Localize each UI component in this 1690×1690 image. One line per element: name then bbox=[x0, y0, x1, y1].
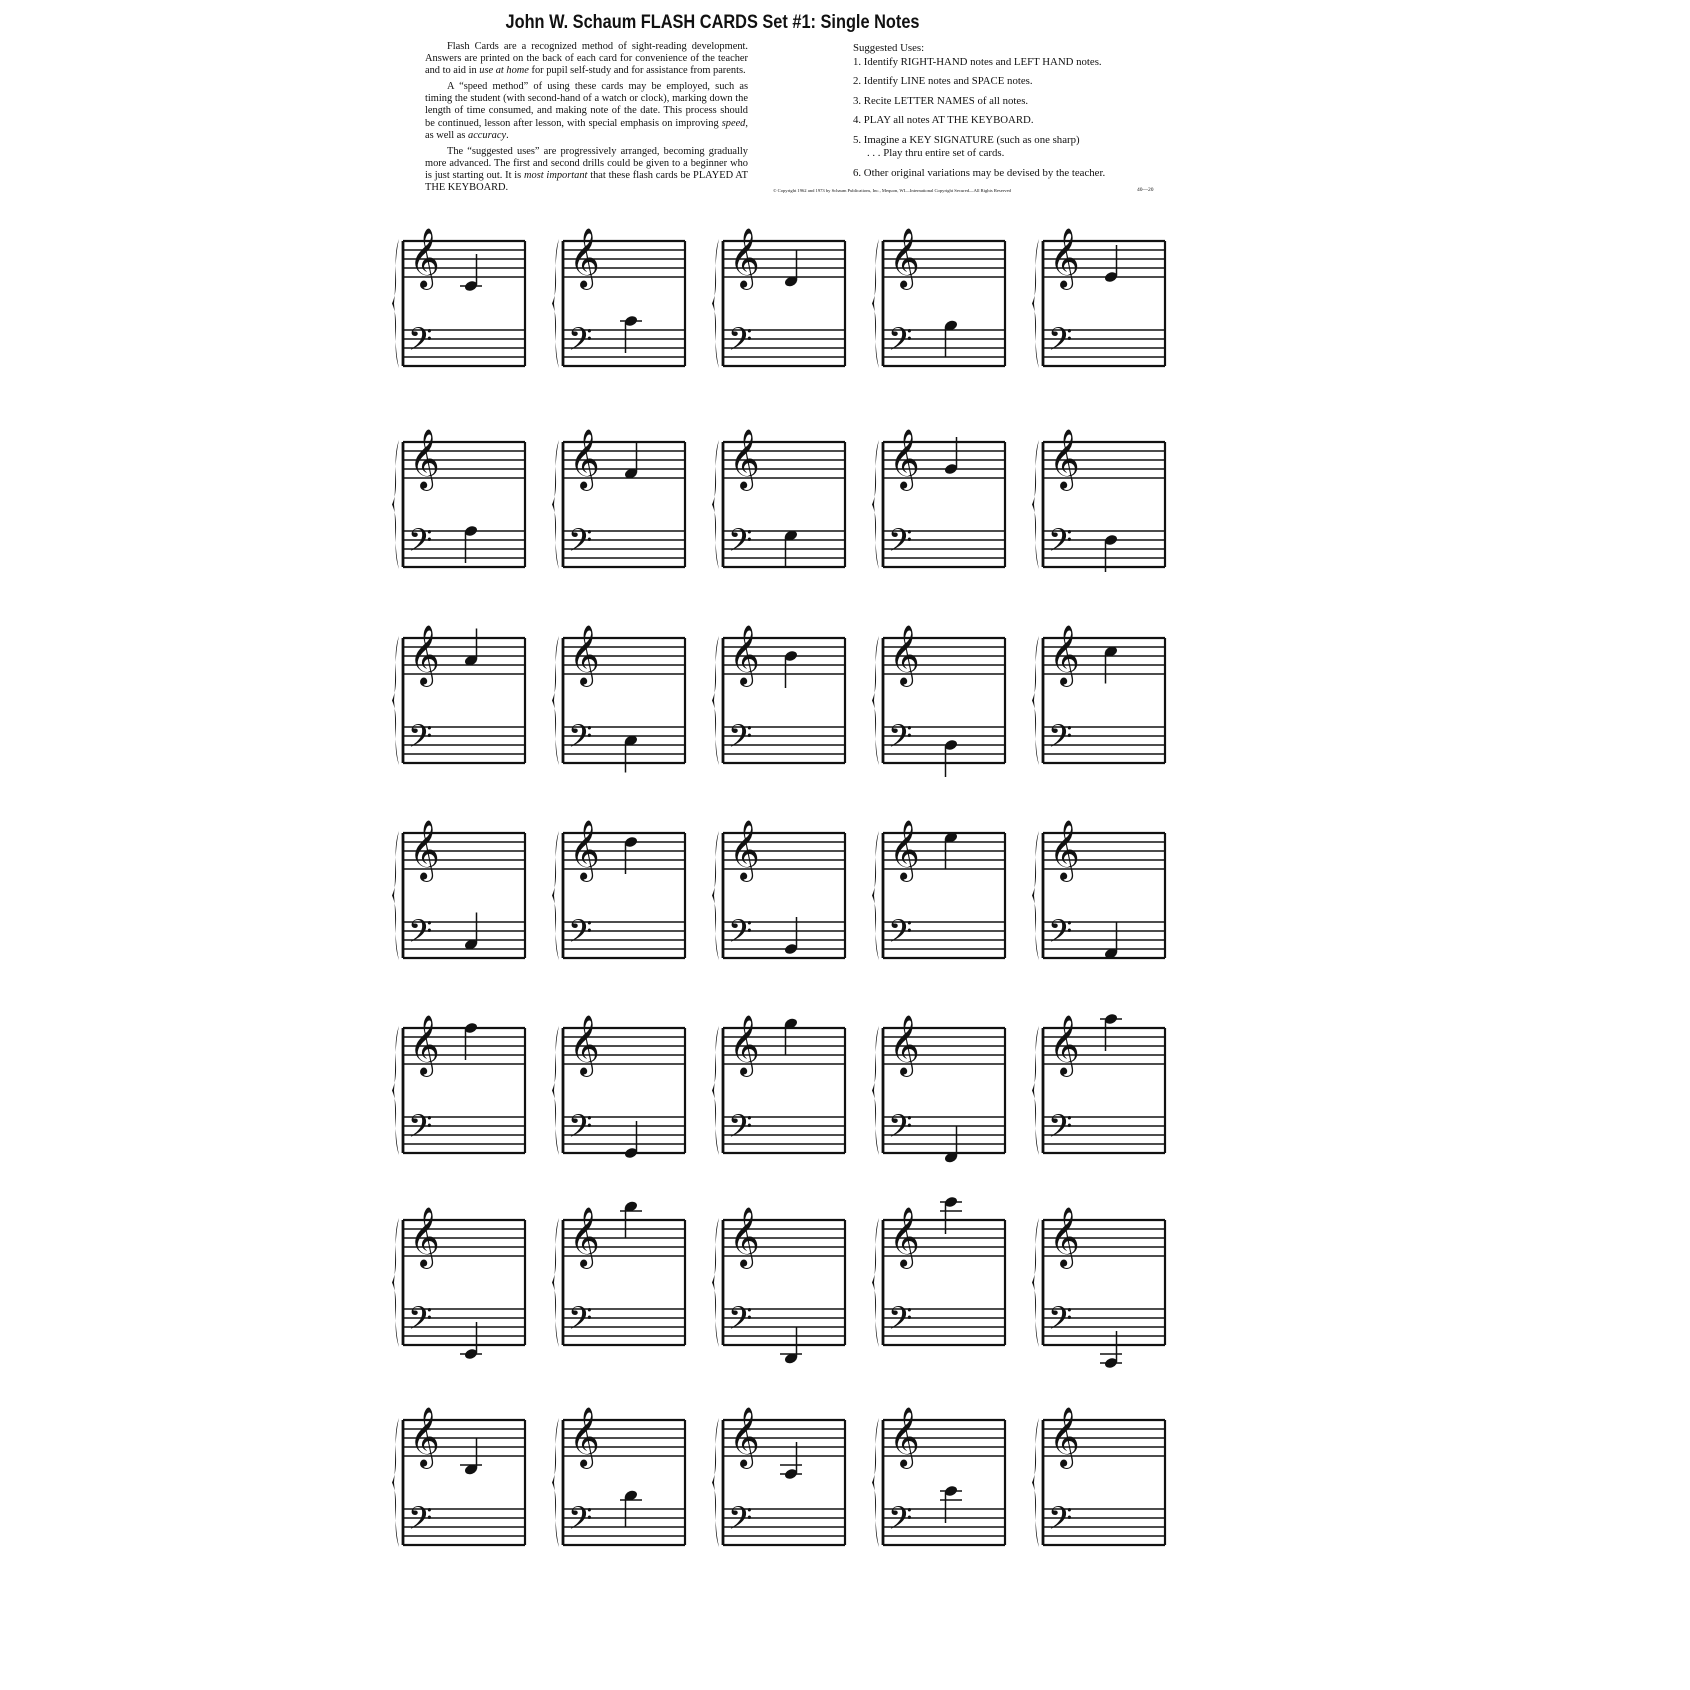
treble-clef-icon: 𝄞 bbox=[569, 228, 600, 288]
brace-icon bbox=[872, 1418, 879, 1547]
brace-icon bbox=[872, 636, 879, 765]
treble-clef-icon: 𝄞 bbox=[569, 625, 600, 685]
treble-clef-icon: 𝄞 bbox=[569, 820, 600, 880]
brace-icon bbox=[1032, 440, 1039, 569]
copyright: © Copyright 1962 and 1973 by Schaum Publications, Inc., Mequon, WI—International Copyright Secured—All Rights Reserved bbox=[773, 188, 1011, 193]
brace-icon bbox=[1032, 1418, 1039, 1547]
brace-icon bbox=[392, 831, 399, 960]
use-item: 2. Identify LINE notes and SPACE notes. bbox=[853, 75, 1033, 87]
bass-clef-icon: 𝄢 bbox=[1048, 913, 1073, 957]
text: , as well as bbox=[425, 117, 748, 141]
brace-icon bbox=[552, 636, 559, 765]
flash-card bbox=[1032, 228, 1165, 368]
brace-icon bbox=[392, 1218, 399, 1347]
brace-icon bbox=[552, 1418, 559, 1547]
text: The “suggested uses” are progressively arranged, becoming gradually more advanced. The first and second drills could be given to a beginner who is just starting out. It is bbox=[425, 145, 748, 181]
treble-clef-icon: 𝄞 bbox=[1049, 429, 1080, 489]
use-item-sub: . . . Play thru entire set of cards. bbox=[867, 147, 1005, 159]
treble-clef-icon: 𝄞 bbox=[889, 625, 920, 685]
brace-icon bbox=[392, 1418, 399, 1547]
treble-clef-icon: 𝄞 bbox=[889, 1015, 920, 1075]
treble-clef-icon: 𝄞 bbox=[729, 1207, 760, 1267]
flash-card bbox=[552, 1015, 685, 1159]
brace-icon bbox=[712, 1026, 719, 1155]
text: . bbox=[506, 129, 509, 141]
bass-clef-icon: 𝄢 bbox=[408, 321, 433, 365]
flash-card bbox=[872, 625, 1005, 777]
bass-clef-icon: 𝄢 bbox=[888, 321, 913, 365]
bass-clef-icon: 𝄢 bbox=[568, 321, 593, 365]
emphasis: most important bbox=[524, 169, 588, 181]
bass-clef-icon: 𝄢 bbox=[888, 1500, 913, 1544]
use-item: 3. Recite LETTER NAMES of all notes. bbox=[853, 94, 1029, 107]
flash-card bbox=[712, 1207, 845, 1365]
bass-clef-icon: 𝄢 bbox=[408, 913, 433, 957]
treble-clef-icon: 𝄞 bbox=[569, 1015, 600, 1075]
treble-clef-icon: 𝄞 bbox=[889, 1207, 920, 1267]
flash-card bbox=[392, 429, 525, 569]
brace-icon bbox=[392, 1026, 399, 1155]
brace-icon bbox=[552, 239, 559, 368]
treble-clef-icon: 𝄞 bbox=[409, 228, 440, 288]
treble-clef-icon: 𝄞 bbox=[889, 228, 920, 288]
flash-card bbox=[392, 1207, 525, 1360]
brace-icon bbox=[712, 636, 719, 765]
bass-clef-icon: 𝄢 bbox=[568, 1300, 593, 1344]
catalog-code: 40—20 bbox=[1137, 187, 1154, 193]
brace-icon bbox=[872, 239, 879, 368]
flash-card bbox=[552, 228, 685, 368]
bass-clef-icon: 𝄢 bbox=[888, 1300, 913, 1344]
bass-clef-icon: 𝄢 bbox=[408, 718, 433, 762]
treble-clef-icon: 𝄞 bbox=[729, 625, 760, 685]
flash-card bbox=[712, 625, 845, 765]
treble-clef-icon: 𝄞 bbox=[729, 1015, 760, 1075]
flash-card bbox=[1032, 1207, 1165, 1369]
treble-clef-icon: 𝄞 bbox=[1049, 1407, 1080, 1467]
emphasis: accuracy bbox=[468, 129, 507, 141]
treble-clef-icon: 𝄞 bbox=[409, 820, 440, 880]
bass-clef-icon: 𝄢 bbox=[408, 1300, 433, 1344]
bass-clef-icon: 𝄢 bbox=[408, 1108, 433, 1152]
emphasis: use at home bbox=[479, 65, 529, 77]
flash-card bbox=[392, 820, 525, 960]
treble-clef-icon: 𝄞 bbox=[569, 429, 600, 489]
page-title: John W. Schaum FLASH CARDS Set #1: Single Notes bbox=[505, 12, 920, 33]
brace-icon bbox=[552, 1218, 559, 1347]
flash-card bbox=[552, 820, 685, 960]
bass-clef-icon: 𝄢 bbox=[728, 913, 753, 957]
bass-clef-icon: 𝄢 bbox=[728, 718, 753, 762]
treble-clef-icon: 𝄞 bbox=[409, 625, 440, 685]
bass-clef-icon: 𝄢 bbox=[1048, 1108, 1073, 1152]
flash-card bbox=[872, 429, 1005, 569]
flash-card bbox=[872, 1015, 1005, 1164]
use-item: 5. Imagine a KEY SIGNATURE (such as one sharp) bbox=[853, 133, 1080, 146]
bass-clef-icon: 𝄢 bbox=[568, 522, 593, 566]
flash-card bbox=[872, 1407, 1005, 1547]
bass-clef-icon: 𝄢 bbox=[888, 718, 913, 762]
brace-icon bbox=[552, 831, 559, 960]
brace-icon bbox=[712, 1218, 719, 1347]
flash-card bbox=[712, 820, 845, 960]
use-item: 1. Identify RIGHT-HAND notes and LEFT HAND notes. bbox=[853, 55, 1102, 68]
bass-clef-icon: 𝄢 bbox=[888, 522, 913, 566]
brace-icon bbox=[712, 831, 719, 960]
flash-card bbox=[552, 1200, 685, 1347]
bass-clef-icon: 𝄢 bbox=[1048, 321, 1073, 365]
flash-card bbox=[552, 1407, 685, 1547]
treble-clef-icon: 𝄞 bbox=[1049, 228, 1080, 288]
bass-clef-icon: 𝄢 bbox=[408, 1500, 433, 1544]
treble-clef-icon: 𝄞 bbox=[729, 228, 760, 288]
treble-clef-icon: 𝄞 bbox=[1049, 625, 1080, 685]
flash-card bbox=[712, 429, 845, 569]
brace-icon bbox=[872, 831, 879, 960]
flash-card bbox=[1032, 429, 1165, 572]
bass-clef-icon: 𝄢 bbox=[1048, 718, 1073, 762]
text: Flash Cards are a recognized method of sight-reading development. Answers are printed on the back of each card for convenience of the teacher and to aid in bbox=[425, 41, 748, 77]
bass-clef-icon: 𝄢 bbox=[888, 913, 913, 957]
text: A “speed method” of using these cards may be employed, such as timing the student (with second-hand of a watch or clock), marking down the length of time consumed, and making note of the date. This process should be continued, lesson after lesson, with special emphasis on improving bbox=[425, 81, 748, 129]
brace-icon bbox=[872, 1026, 879, 1155]
treble-clef-icon: 𝄞 bbox=[409, 1207, 440, 1267]
bass-clef-icon: 𝄢 bbox=[728, 1108, 753, 1152]
treble-clef-icon: 𝄞 bbox=[409, 429, 440, 489]
treble-clef-icon: 𝄞 bbox=[889, 429, 920, 489]
treble-clef-icon: 𝄞 bbox=[889, 1407, 920, 1467]
treble-clef-icon: 𝄞 bbox=[729, 1407, 760, 1467]
brace-icon bbox=[392, 239, 399, 368]
flash-card bbox=[392, 1407, 525, 1547]
bass-clef-icon: 𝄢 bbox=[728, 522, 753, 566]
text: that these flash cards be PLAYED AT THE KEYBOARD. bbox=[425, 169, 748, 194]
brace-icon bbox=[1032, 1218, 1039, 1347]
emphasis: speed bbox=[721, 117, 746, 129]
flash-card bbox=[392, 625, 525, 765]
flash-card bbox=[392, 1015, 525, 1155]
brace-icon bbox=[1032, 1026, 1039, 1155]
bass-clef-icon: 𝄢 bbox=[888, 1108, 913, 1152]
flash-card bbox=[872, 820, 1005, 960]
flash-card bbox=[1032, 820, 1165, 960]
suggested-uses-heading: Suggested Uses: bbox=[853, 42, 925, 54]
flash-card bbox=[872, 1196, 1005, 1347]
bass-clef-icon: 𝄢 bbox=[568, 718, 593, 762]
flash-card bbox=[1032, 1407, 1165, 1547]
brace-icon bbox=[552, 1026, 559, 1155]
bass-clef-icon: 𝄢 bbox=[728, 1300, 753, 1344]
bass-clef-icon: 𝄢 bbox=[568, 913, 593, 957]
bass-clef-icon: 𝄢 bbox=[728, 1500, 753, 1544]
brace-icon bbox=[1032, 239, 1039, 368]
treble-clef-icon: 𝄞 bbox=[729, 429, 760, 489]
treble-clef-icon: 𝄞 bbox=[569, 1207, 600, 1267]
brace-icon bbox=[872, 440, 879, 569]
flash-card bbox=[712, 1407, 845, 1547]
text: for pupil self-study and for assistance from parents. bbox=[528, 65, 746, 77]
use-item: 6. Other original variations may be devised by the teacher. bbox=[853, 166, 1106, 179]
treble-clef-icon: 𝄞 bbox=[889, 820, 920, 880]
treble-clef-icon: 𝄞 bbox=[409, 1015, 440, 1075]
flash-card bbox=[872, 228, 1005, 368]
bass-clef-icon: 𝄢 bbox=[568, 1108, 593, 1152]
flash-card bbox=[552, 625, 685, 773]
bass-clef-icon: 𝄢 bbox=[1048, 522, 1073, 566]
flash-card bbox=[1032, 1013, 1165, 1155]
flash-card bbox=[1032, 625, 1165, 765]
bass-clef-icon: 𝄢 bbox=[568, 1500, 593, 1544]
brace-icon bbox=[712, 1418, 719, 1547]
bass-clef-icon: 𝄢 bbox=[1048, 1300, 1073, 1344]
brace-icon bbox=[712, 239, 719, 368]
bass-clef-icon: 𝄢 bbox=[408, 522, 433, 566]
brace-icon bbox=[872, 1218, 879, 1347]
flash-card bbox=[392, 228, 525, 368]
treble-clef-icon: 𝄞 bbox=[1049, 820, 1080, 880]
brace-icon bbox=[552, 440, 559, 569]
use-item: 4. PLAY all notes AT THE KEYBOARD. bbox=[853, 114, 1034, 126]
flash-card bbox=[712, 228, 845, 368]
bass-clef-icon: 𝄢 bbox=[1048, 1500, 1073, 1544]
brace-icon bbox=[392, 440, 399, 569]
treble-clef-icon: 𝄞 bbox=[1049, 1207, 1080, 1267]
bass-clef-icon: 𝄢 bbox=[728, 321, 753, 365]
brace-icon bbox=[392, 636, 399, 765]
brace-icon bbox=[1032, 636, 1039, 765]
brace-icon bbox=[1032, 831, 1039, 960]
treble-clef-icon: 𝄞 bbox=[409, 1407, 440, 1467]
flash-card bbox=[712, 1015, 845, 1155]
treble-clef-icon: 𝄞 bbox=[569, 1407, 600, 1467]
brace-icon bbox=[712, 440, 719, 569]
treble-clef-icon: 𝄞 bbox=[729, 820, 760, 880]
treble-clef-icon: 𝄞 bbox=[1049, 1015, 1080, 1075]
flash-card bbox=[552, 429, 685, 569]
